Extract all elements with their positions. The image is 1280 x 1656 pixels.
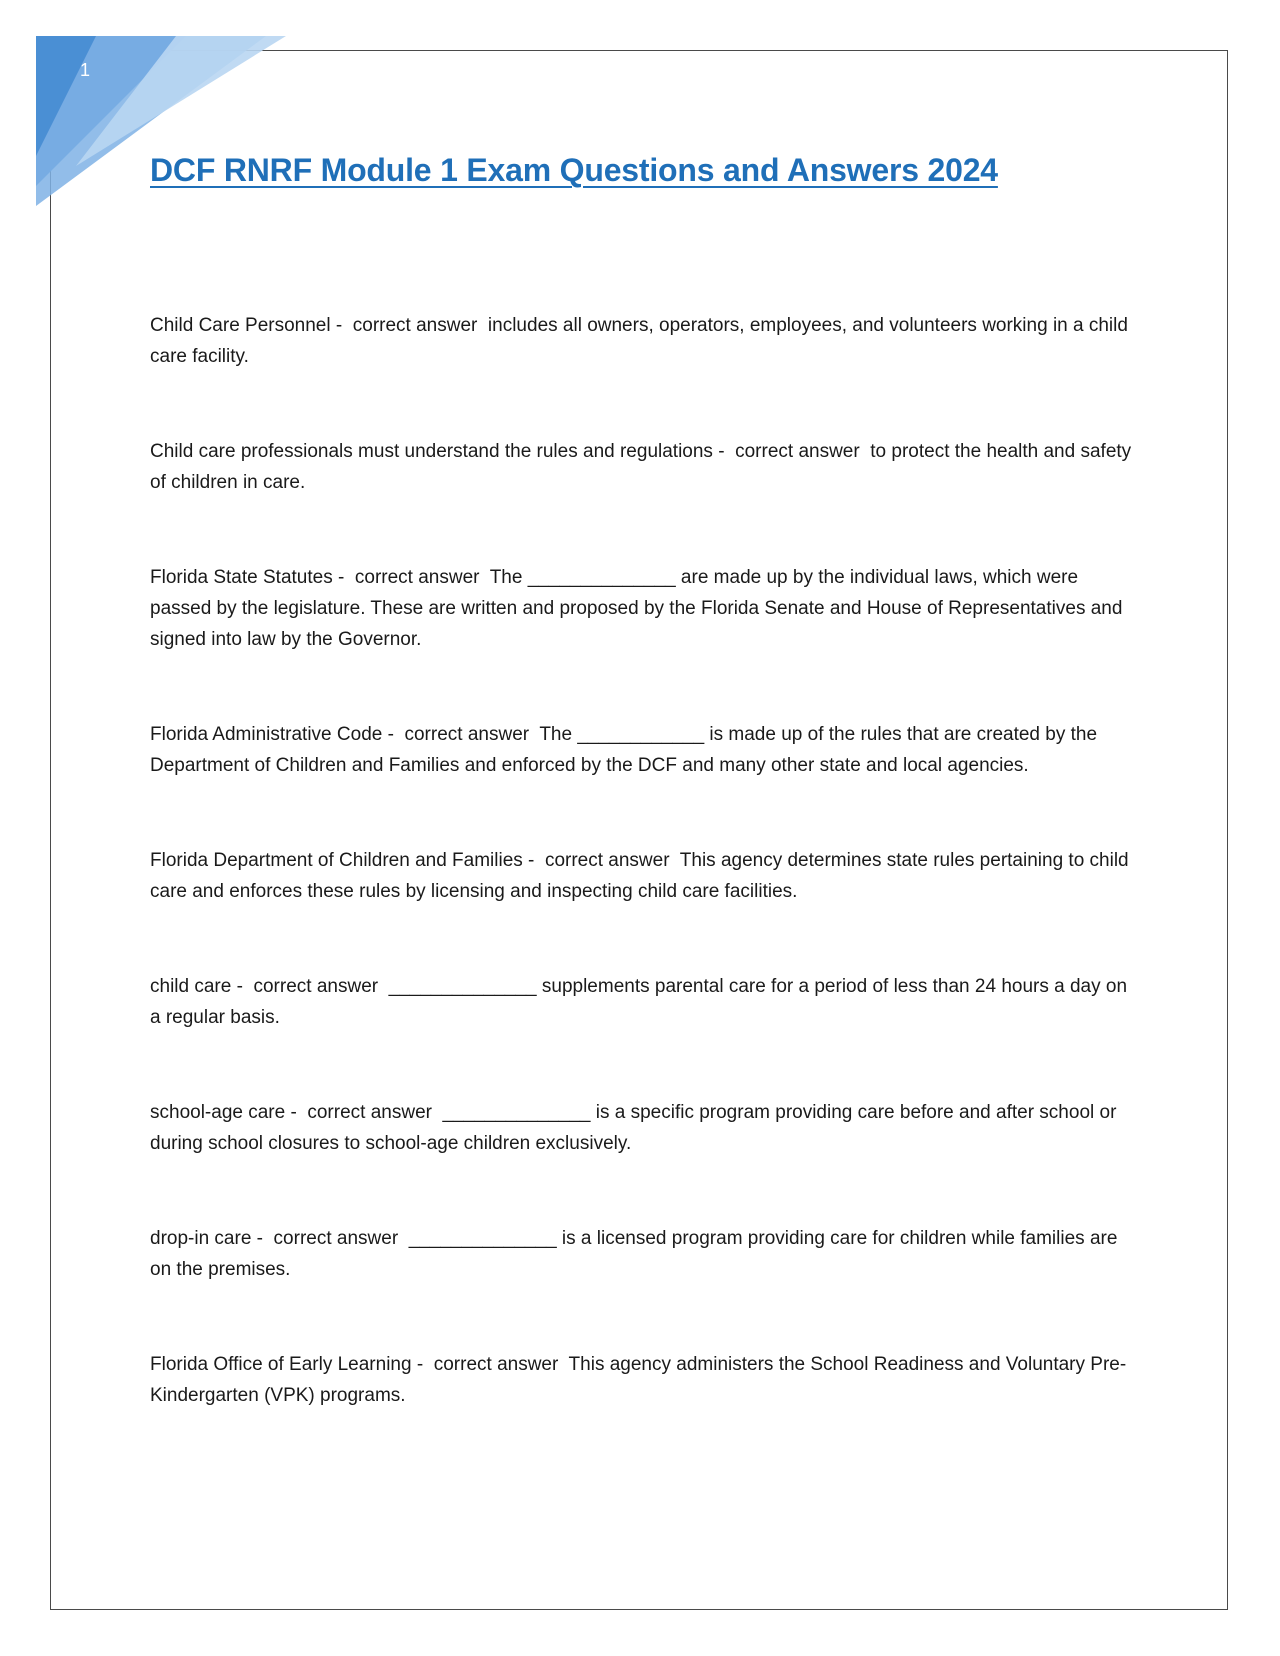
- qa-separator: - correct answer: [251, 1228, 409, 1249]
- qa-item: [150, 562, 1140, 655]
- page-number: 1: [80, 60, 91, 80]
- qa-separator: - correct answer: [285, 1102, 443, 1123]
- qa-answer: This agency administers the School Readiness and Voluntary Pre-Kindergarten (VPK) programs.: [150, 1354, 1127, 1406]
- qa-term: school-age care: [150, 1102, 286, 1123]
- qa-term: Florida State Statutes: [150, 567, 333, 588]
- qa-separator: - correct answer: [382, 724, 540, 745]
- qa-item: [150, 1349, 1140, 1411]
- qa-term: drop-in care: [150, 1228, 252, 1249]
- qa-term: Florida Department of Children and Families: [150, 850, 523, 871]
- qa-item: [150, 845, 1140, 907]
- qa-answer: includes all owners, operators, employees, and volunteers working in a child care facility.: [150, 315, 1134, 367]
- qa-separator: - correct answer: [231, 976, 389, 997]
- qa-item: [150, 719, 1140, 781]
- qa-answer: The ______________ are made up by the individual laws, which were passed by the legislature. These are written and proposed by the Florida Senate and House of Representatives and signed into law by the Governor.: [150, 567, 1128, 650]
- qa-answer: ______________ supplements parental care for a period of less than 24 hours a day on a regular basis.: [150, 976, 1133, 1028]
- qa-separator: - correct answer: [411, 1354, 569, 1375]
- qa-list: [150, 310, 1140, 1475]
- qa-separator: - correct answer: [522, 850, 680, 871]
- qa-item: [150, 1223, 1140, 1285]
- qa-term: child care: [150, 976, 232, 997]
- qa-answer: This agency determines state rules pertaining to child care and enforces these rules by licensing and inspecting child care facilities.: [150, 850, 1134, 902]
- qa-term: Child care professionals must understand the rules and regulations: [150, 441, 713, 462]
- qa-term: Child Care Personnel: [150, 315, 331, 336]
- qa-separator: - correct answer: [330, 315, 488, 336]
- qa-item: [150, 971, 1140, 1033]
- qa-separator: - correct answer: [712, 441, 871, 462]
- qa-separator: - correct answer: [332, 567, 490, 588]
- document-title: DCF RNRF Module 1 Exam Questions and Answers 2024: [150, 152, 998, 188]
- qa-term: Florida Office of Early Learning: [150, 1354, 412, 1375]
- qa-term: Florida Administrative Code: [150, 724, 383, 745]
- qa-answer: ______________ is a specific program providing care before and after school or during school closures to school-age children exclusively.: [150, 1102, 1122, 1154]
- qa-answer: to protect the health and safety of children in care.: [150, 441, 1137, 493]
- qa-item: [150, 1097, 1140, 1159]
- qa-answer: The ____________ is made up of the rules that are created by the Department of Children and Families and enforced by the DCF and many other state and local agencies.: [150, 724, 1103, 776]
- qa-item: [150, 436, 1140, 498]
- qa-answer: ______________ is a licensed program providing care for children while families are on the premises.: [150, 1228, 1123, 1280]
- qa-item: [150, 310, 1140, 372]
